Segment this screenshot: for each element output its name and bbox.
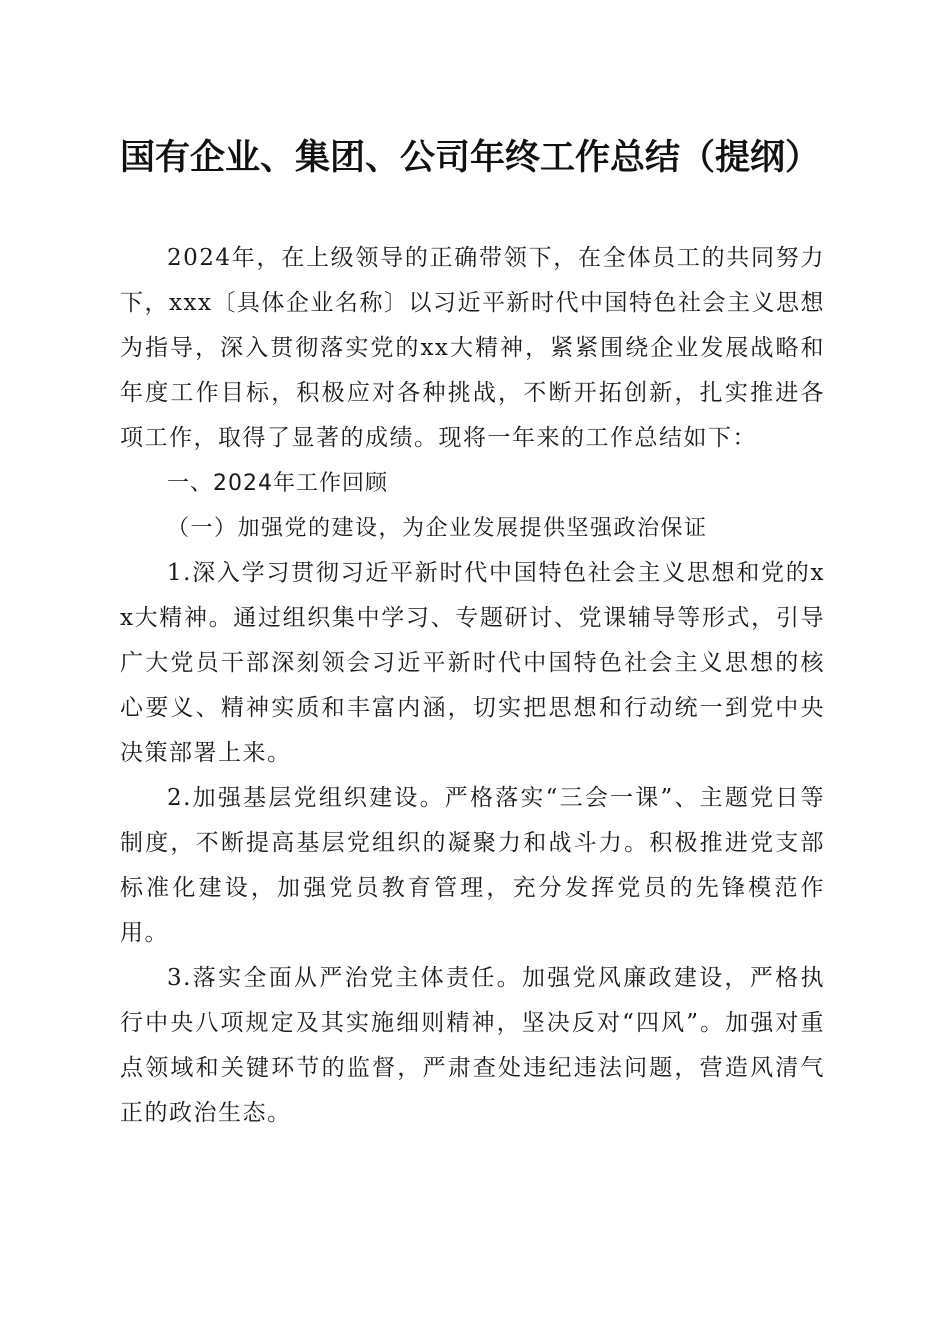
- list-item: 1.深入学习贯彻习近平新时代中国特色社会主义思想和党的xx大精神。通过组织集中学习、专题研讨、党课辅导等形式，引导广大党员干部深刻领会习近平新时代中国特色社会主义思想的核心要义、精神实质和丰富内涵，切实把思想和行动统一到党中央决策部署上来。: [120, 560, 825, 766]
- list-item: 3.落实全面从严治党主体责任。加强党风廉政建设，严格执行中央八项规定及其实施细则精神，坚决反对“四风”。加强对重点领域和关键环节的监督，严肃查处违纪违法问题，营造风清气正的政治生态。: [120, 965, 825, 1126]
- subsection-heading: （一）加强党的建设，为企业发展提供坚强政治保证: [167, 516, 708, 541]
- intro-paragraph: 2024年，在上级领导的正确带领下，在全体员工的共同努力下，xxx〔具体企业名称〕以习近平新时代中国特色社会主义思想为指导，深入贯彻落实党的xx大精神，紧紧围绕企业发展战略和年度工作目标，积极应对各种挑战，不断开拓创新，扎实推进各项工作，取得了显著的成绩。现将一年来的工作总结如下：: [120, 245, 825, 451]
- document-body: [120, 236, 825, 1136]
- document-page: [120, 128, 825, 1136]
- section-heading: 一、2024年工作回顾: [167, 471, 388, 496]
- document-title: 国有企业、集团、公司年终工作总结（提纲）: [120, 138, 821, 178]
- list-item: 2.加强基层党组织建设。严格落实“三会一课”、主题党日等制度，不断提高基层党组织的凝聚力和战斗力。积极推进党支部标准化建设，加强党员教育管理，充分发挥党员的先锋模范作用。: [120, 785, 825, 946]
